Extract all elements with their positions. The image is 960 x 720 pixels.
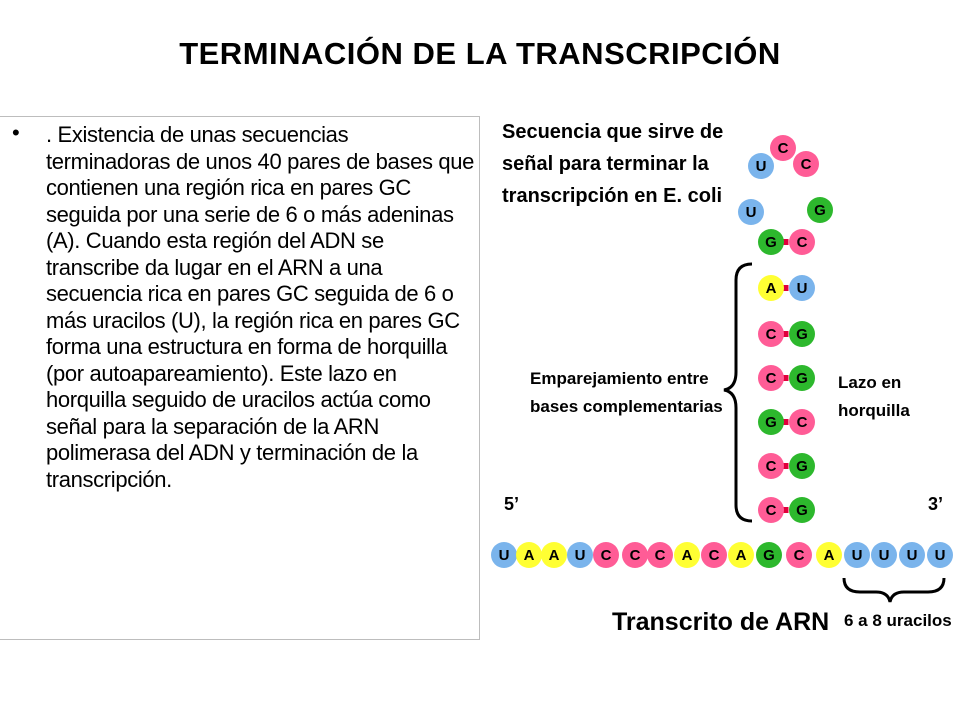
- transcript-label: Transcrito de ARN: [612, 608, 830, 636]
- hydrogen-bond-3: [784, 419, 789, 425]
- strand-nucleotide-13-letter: A: [823, 547, 835, 564]
- stem-right-nucleotide-4-letter: G: [796, 370, 808, 387]
- diagram-heading-line-3: transcripción en E. coli: [502, 185, 723, 207]
- loop-nucleotide-4-letter: C: [800, 156, 812, 173]
- stem-left-nucleotide-5-letter: C: [765, 326, 777, 343]
- stem-right-nucleotide-6-letter: U: [796, 280, 808, 297]
- stem-left-nucleotide-2-letter: C: [765, 458, 777, 475]
- bullet-marker: •: [12, 120, 20, 145]
- strand-nucleotide-6-letter: C: [629, 547, 641, 564]
- stem-right-nucleotide-5-letter: G: [796, 326, 808, 343]
- hydrogen-bond-5: [784, 331, 789, 337]
- stem-left-nucleotide-3-letter: G: [765, 414, 777, 431]
- hydrogen-bond-6: [784, 285, 789, 291]
- five-prime-label: 5’: [504, 494, 520, 514]
- loop-nucleotide-2-letter: U: [755, 158, 767, 175]
- hydrogen-bonds: [784, 239, 789, 513]
- strand-nucleotide-9-letter: C: [708, 547, 720, 564]
- loop-nucleotide-3-letter: C: [777, 140, 789, 157]
- uracils-label: 6 a 8 uracilos: [844, 611, 952, 630]
- strand-nucleotide-7-letter: C: [654, 547, 666, 564]
- stem-left-nucleotide-7-letter: G: [765, 234, 777, 251]
- strand-nucleotide-16-letter: U: [906, 547, 918, 564]
- strand-nucleotide-15-letter: U: [878, 547, 890, 564]
- hydrogen-bond-1: [784, 507, 789, 513]
- stem-left-nucleotide-1-letter: C: [765, 502, 777, 519]
- diagram-heading-line-2: señal para terminar la: [502, 153, 709, 175]
- hydrogen-bond-7: [784, 239, 789, 245]
- slide-title: TERMINACIÓN DE LA TRANSCRIPCIÓN: [179, 36, 781, 71]
- diagram-heading-line-1: Secuencia que sirve de: [502, 121, 724, 143]
- strand-nucleotide-10-letter: A: [735, 547, 747, 564]
- stem-left-nucleotide-4-letter: C: [765, 370, 777, 387]
- strand-nucleotide-11-letter: G: [763, 547, 775, 564]
- loop-nucleotide-1-letter: U: [745, 204, 757, 221]
- three-prime-label: 3’: [928, 494, 944, 514]
- pairing-label-line-2: bases complementarias: [530, 397, 723, 416]
- hairpin-diagram: [480, 100, 960, 660]
- strand-nucleotide-5-letter: C: [600, 547, 612, 564]
- loop-nucleotide-5-letter: G: [814, 202, 826, 219]
- uracil-brace: [844, 578, 944, 602]
- stem-right-nucleotide-2-letter: G: [796, 458, 808, 475]
- strand-nucleotide-12-letter: C: [793, 547, 805, 564]
- stem-right-nucleotide-1-letter: G: [796, 502, 808, 519]
- strand-nucleotide-1-letter: U: [498, 547, 510, 564]
- strand-nucleotide-17-letter: U: [934, 547, 946, 564]
- strand-nucleotide-8-letter: A: [681, 547, 693, 564]
- stem-right-nucleotide-7-letter: C: [796, 234, 808, 251]
- strand-nucleotide-14-letter: U: [851, 547, 863, 564]
- pairing-label-line-1: Emparejamiento entre: [530, 369, 709, 388]
- body-paragraph: . Existencia de unas secuencias terminadoras de unos 40 pares de bases que contienen una región rica en pares GC seguida por una serie de 6 o más adeninas (A). Cuando esta región del ADN se transcribe da lugar en el ARN a una secuencia rica en pares GC seguida de 6 o más uracilos (U), la región rica en pares GC forma una estructura en forma de horquilla (por autoapareamiento). Este lazo en horquilla seguido de uracilos actúa como señal para la separación de la ARN polimerasa del ADN y terminación de la transcripción.: [46, 122, 475, 492]
- strand-nucleotide-4-letter: U: [574, 547, 586, 564]
- loop-label-line-2: horquilla: [838, 401, 910, 420]
- stem-right-nucleotide-3-letter: C: [796, 414, 808, 431]
- hydrogen-bond-2: [784, 463, 789, 469]
- loop-label-line-1: Lazo en: [838, 373, 902, 392]
- strand-nucleotide-2-letter: A: [523, 547, 535, 564]
- stem-left-nucleotide-6-letter: A: [765, 280, 777, 297]
- pairing-brace: [724, 264, 752, 521]
- strand-nucleotide-3-letter: A: [548, 547, 560, 564]
- hydrogen-bond-4: [784, 375, 789, 381]
